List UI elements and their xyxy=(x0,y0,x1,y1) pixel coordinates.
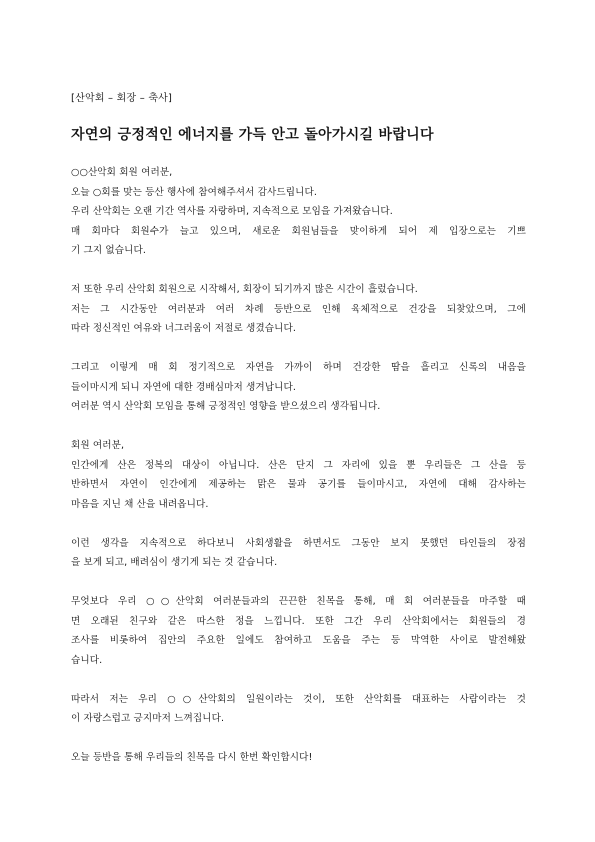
paragraph-perspective xyxy=(71,534,526,573)
paragraph-nature xyxy=(71,358,526,417)
document-body xyxy=(71,163,526,787)
text-line: 마음을 지닌 채 산을 내려옵니다. xyxy=(71,498,209,510)
document-category: [산악회 – 회장 – 축사] xyxy=(71,93,173,104)
paragraph-friendship xyxy=(71,592,526,670)
text-line: 오늘 ○회를 맞는 등산 행사에 참여해주셔서 감사드립니다. xyxy=(71,186,317,198)
text-line: 면 오래된 친구와 같은 따스한 정을 느낍니다. 또한 그간 우리 산악회에서는 회원들의 경 xyxy=(71,615,526,627)
document-title: 자연의 긍정적인 에너지를 가득 안고 돌아가시길 바랍니다 xyxy=(71,127,434,143)
text-line: 기 그지 없습니다. xyxy=(71,245,147,256)
text-line: 회원 여러분, xyxy=(71,440,125,451)
text-line: 저 또한 우리 산악회 회원으로 시작해서, 회장이 되기까지 많은 시간이 흘렀습니다. xyxy=(71,284,418,295)
text-line: 이런 생각을 지속적으로 하다보니 사회생활을 하면서도 그동안 보지 못했던 타인들의 장점 xyxy=(71,537,526,549)
paragraph-history xyxy=(71,280,526,339)
text-line: 조사를 비롯하여 집안의 주요한 일에도 참여하고 도움을 주는 등 막역한 사이로 발전해왔 xyxy=(71,635,526,646)
text-line: 이 자랑스럽고 긍지마저 느껴집니다. xyxy=(71,713,225,724)
text-line: 반하면서 자연이 인간에게 제공하는 맑은 물과 공기를 들이마시고, 자연에 대해 감사하는 xyxy=(71,479,526,490)
paragraph-greeting xyxy=(71,163,526,261)
text-line: 오늘 등반을 통해 우리들의 친목을 다시 한번 확인합시다! xyxy=(71,752,313,763)
text-line: 을 보게 되고, 배려심이 생기게 되는 것 같습니다. xyxy=(71,557,278,568)
text-line: 습니다. xyxy=(71,654,103,666)
text-line: 무엇보다 우리 ○○산악회 여러분들과의 끈끈한 친목을 통해, 매 회 여러분들을 마주할 때 xyxy=(71,596,526,607)
text-line: 저는 그 시간동안 여러분과 여러 차례 등반으로 인해 육체적으로 건강을 되찾았으며, 그에 xyxy=(71,303,526,315)
text-line: 매 회마다 회원수가 늘고 있으며, 새로운 회원님들을 맞이하게 되어 제 입장으로는 기쁘 xyxy=(71,225,526,237)
paragraph-closing xyxy=(71,748,526,768)
paragraph-mountain xyxy=(71,436,526,514)
text-line: 우리 산악회는 오랜 기간 역사를 자랑하며, 지속적으로 모임을 가져왔습니다. xyxy=(71,206,393,217)
paragraph-pride xyxy=(71,690,526,729)
text-line: 들이마시게 되니 자연에 대한 경배심마저 생겨납니다. xyxy=(71,381,296,393)
text-line: 따라서 저는 우리 ○○산악회의 일원이라는 것이, 또한 산악회를 대표하는 사람이라는 것 xyxy=(71,693,526,705)
text-line: ○○산악회 회원 여러분, xyxy=(71,167,173,178)
text-line: 인간에게 산은 정복의 대상이 아닙니다. 산은 단지 그 자리에 있을 뿐 우리들은 그 산을 등 xyxy=(71,459,526,471)
text-line: 여러분 역시 산악회 모임을 통해 긍정적인 영향을 받으셨으리 생각됩니다. xyxy=(71,401,381,412)
text-line: 그리고 이렇게 매 회 정기적으로 자연을 가까이 하며 건강한 땀을 흘리고 신록의 내음을 xyxy=(71,362,526,373)
text-line: 따라 정신적인 여유와 너그러움이 저절로 생겼습니다. xyxy=(71,323,296,334)
